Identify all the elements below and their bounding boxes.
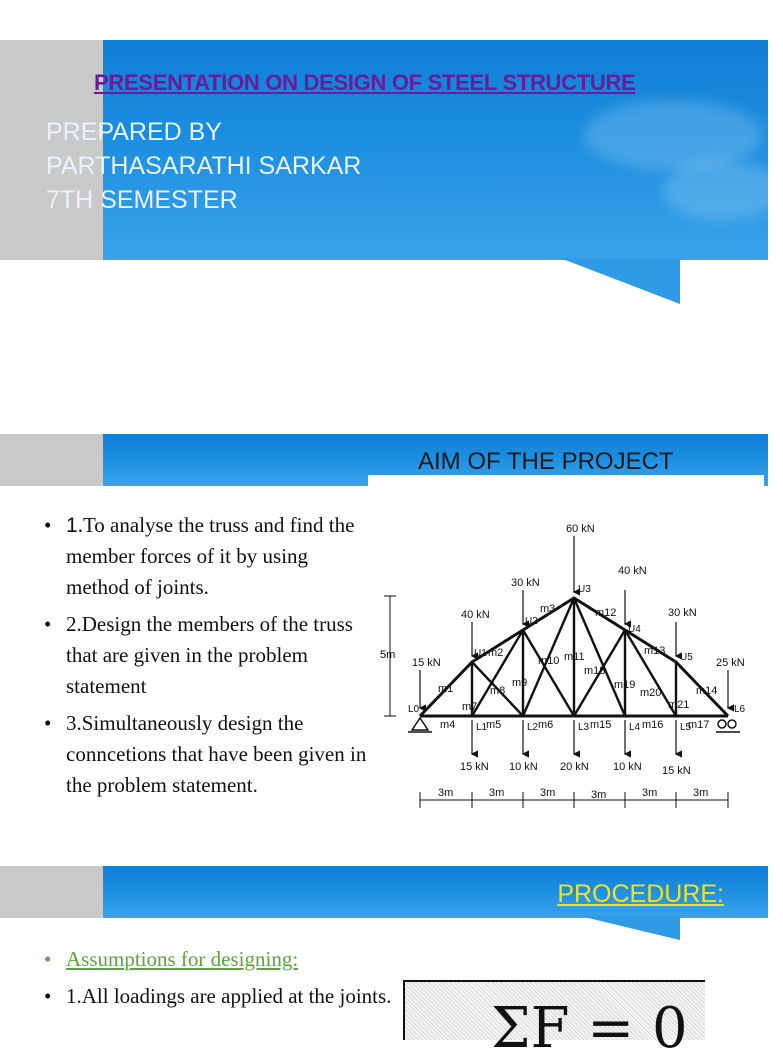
node-label: U2 (525, 616, 538, 627)
member-label: m8 (490, 685, 506, 697)
member-label: m18 (584, 665, 606, 677)
equation-image (403, 980, 705, 1061)
member-label: m21 (668, 699, 690, 711)
node-label: U3 (578, 584, 591, 595)
node-label: U1 (474, 648, 487, 659)
member-label: m9 (512, 677, 528, 689)
aim-slide (0, 432, 768, 864)
banner-tail (0, 258, 768, 308)
span-label: 3m (438, 787, 454, 799)
member-label: m17 (688, 719, 710, 731)
member-label: m3 (540, 603, 556, 615)
load-label: 40 kN (461, 609, 490, 621)
span-label: 3m (693, 787, 709, 799)
procedure-list (42, 944, 402, 1018)
load-label: 15 kN (412, 657, 441, 669)
node-label: U4 (628, 624, 641, 635)
prepared-by-line: PREPARED BY (46, 118, 222, 146)
load-label: 10 kN (613, 761, 642, 773)
node-label: L0 (408, 704, 420, 715)
list-item: • 1.All loadings are applied at the joints. (42, 981, 402, 1012)
member-label: m2 (488, 647, 504, 659)
member-label: m20 (640, 687, 662, 699)
aim-title: AIM OF THE PROJECT (418, 448, 674, 475)
semester-line: 7TH SEMESTER (46, 186, 238, 214)
load-label: 30 kN (668, 607, 697, 619)
presentation-title: PRESENTATION ON DESIGN OF STEEL STRUCTURE (94, 70, 636, 95)
node-label: L3 (578, 722, 590, 733)
span-label: 3m (540, 787, 556, 799)
node-label: U5 (680, 652, 693, 663)
span-label: 3m (591, 789, 607, 801)
list-item: • 2.Design the members of the truss that are given in the problem statement (42, 609, 372, 702)
load-label: 15 kN (460, 761, 489, 773)
load-label: 10 kN (509, 761, 538, 773)
member-label: m11 (564, 651, 585, 663)
title-slide (0, 0, 768, 400)
span-label: 3m (489, 787, 505, 799)
height-label: 5m (380, 649, 396, 661)
node-label: L2 (527, 722, 539, 733)
node-label: L6 (734, 704, 746, 715)
side-strip (0, 434, 103, 486)
member-label: m19 (614, 679, 636, 691)
list-item: • 3.Simultaneously design the conncetions that have been given in the problem statement. (42, 708, 372, 801)
load-label: 60 kN (566, 523, 595, 535)
author-name: PARTHASARATHI SARKAR (46, 152, 362, 180)
node-label: L4 (629, 722, 641, 733)
member-label: m5 (486, 719, 502, 731)
node-label: L1 (476, 722, 488, 733)
member-label: m16 (642, 719, 664, 731)
list-item: • Assumptions for designing: (42, 944, 402, 975)
member-label: m4 (440, 719, 456, 731)
node-label: L5 (680, 722, 692, 733)
load-label: 15 kN (662, 765, 691, 777)
member-label: m1 (438, 683, 454, 695)
list-item: • 1.To analyse the truss and find the member forces of it by using method of joints. (42, 510, 372, 603)
truss-diagram (378, 510, 768, 830)
procedure-title: PROCEDURE: (557, 880, 724, 908)
member-label: m15 (590, 719, 612, 731)
member-label: m14 (696, 685, 718, 697)
equation-text: ΣF = 0 (491, 996, 688, 1061)
member-label: m12 (595, 607, 617, 619)
aim-list (42, 510, 372, 807)
load-label: 30 kN (511, 577, 540, 589)
member-label: m10 (538, 655, 560, 667)
side-strip (0, 866, 103, 918)
author-block (46, 115, 361, 217)
span-label: 3m (642, 787, 658, 799)
load-label: 25 kN (716, 657, 745, 669)
procedure-slide (0, 866, 768, 1061)
load-label: 20 kN (560, 761, 589, 773)
member-label: m13 (644, 645, 666, 657)
member-label: m7 (462, 701, 478, 713)
banner-tail (0, 916, 768, 946)
member-label: m6 (538, 719, 554, 731)
load-label: 40 kN (618, 565, 647, 577)
